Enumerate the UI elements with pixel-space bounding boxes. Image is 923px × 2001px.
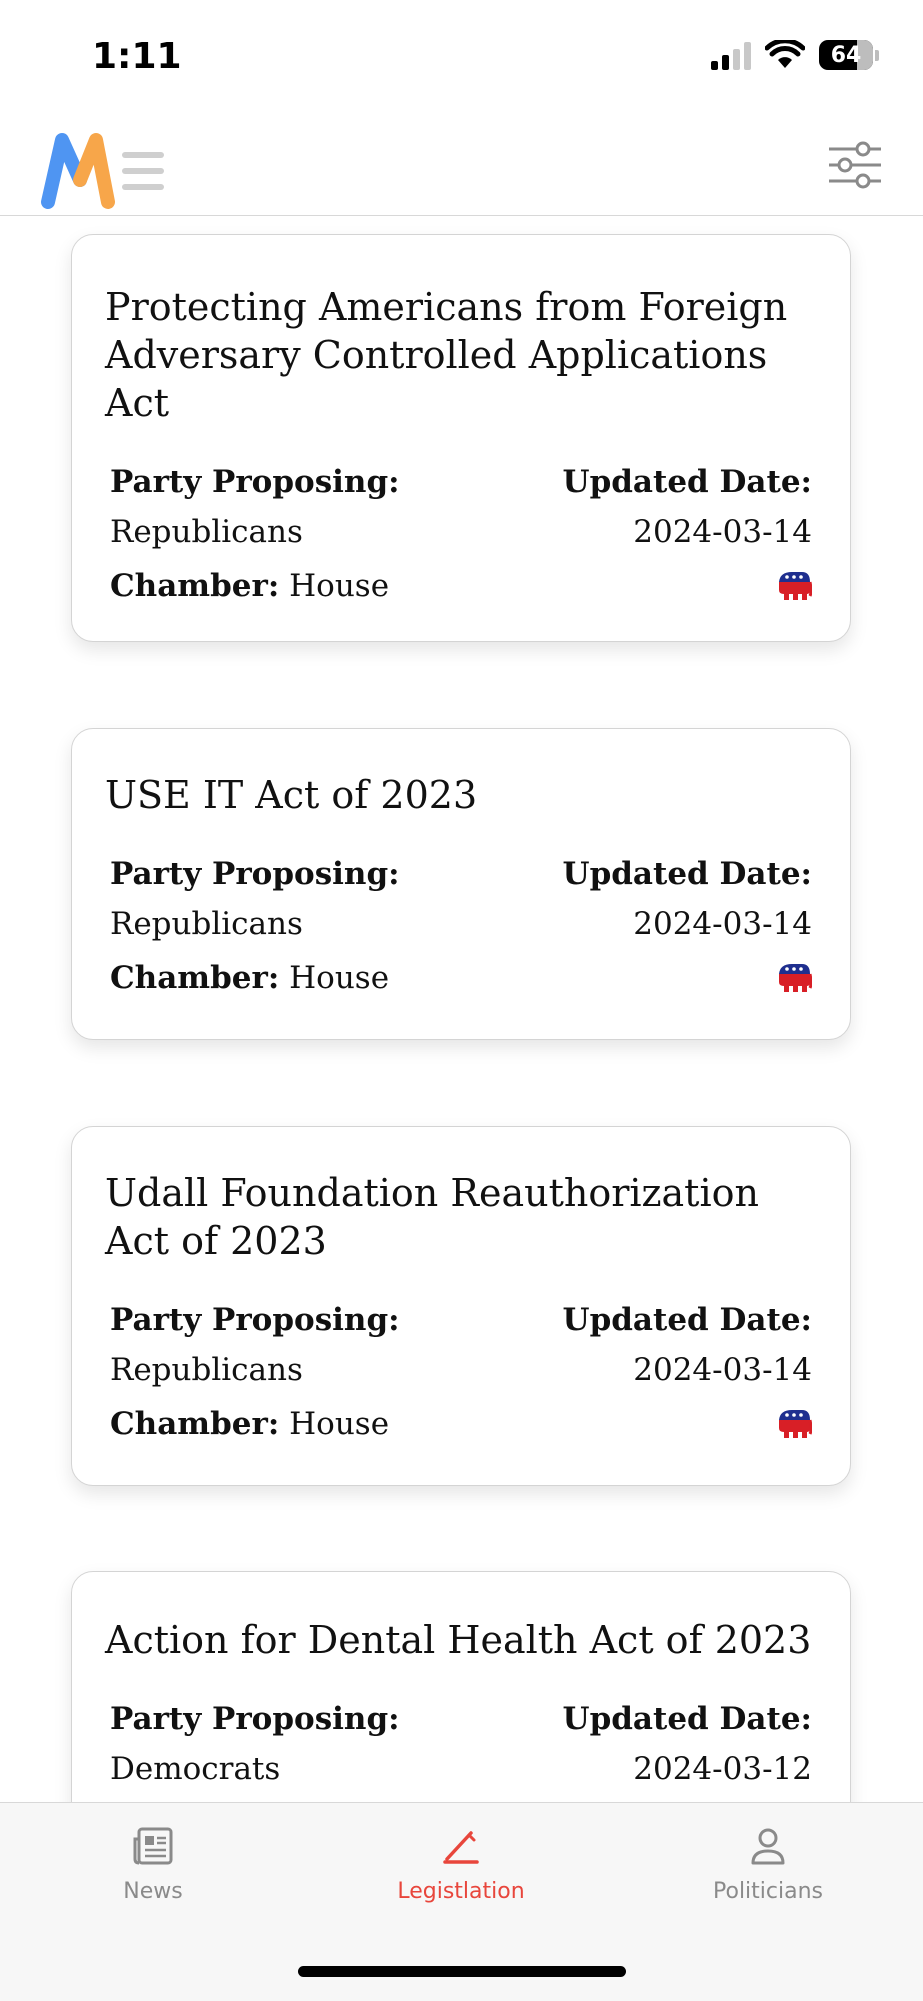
bill-title: USE IT Act of 2023: [105, 773, 478, 817]
bill-meta: [105, 1694, 812, 1794]
home-indicator: [298, 1966, 626, 1977]
bill-card[interactable]: [71, 234, 851, 642]
bill-title: Protecting Americans from Foreign Adversary Controlled Applications Act: [105, 285, 788, 425]
republican-elephant-icon: [774, 1408, 812, 1440]
party-value: Republicans: [110, 1352, 303, 1388]
battery-icon: [819, 40, 873, 70]
chamber-label: Chamber:: [110, 960, 280, 996]
person-icon: [748, 1827, 788, 1865]
pen-icon: [441, 1827, 481, 1865]
tab-legislation[interactable]: [361, 1827, 561, 1904]
bill-title: Udall Foundation Reauthorization Act of 2023: [105, 1171, 759, 1263]
updated-date-value: 2024-03-14: [633, 906, 812, 942]
chamber-label: Chamber:: [110, 1406, 280, 1442]
updated-label: Updated Date:: [562, 1302, 812, 1338]
status-icons: [711, 40, 879, 70]
chamber-value: House: [289, 1406, 390, 1442]
bill-title: Action for Dental Health Act of 2023: [105, 1618, 812, 1662]
sliders-filter-icon[interactable]: [827, 140, 883, 190]
chamber-value: House: [289, 960, 390, 996]
updated-label: Updated Date:: [562, 464, 812, 500]
legislation-list[interactable]: [0, 216, 923, 1802]
tab-politicians[interactable]: [668, 1827, 868, 1904]
party-value: Democrats: [110, 1751, 281, 1787]
bill-card[interactable]: [71, 728, 851, 1040]
chamber-value: House: [289, 568, 390, 604]
updated-date-value: 2024-03-14: [633, 1352, 812, 1388]
chamber-label: Chamber:: [110, 568, 280, 604]
party-label: Party Proposing:: [110, 1302, 400, 1338]
cellular-signal-icon: [711, 40, 751, 70]
republican-elephant-icon: [774, 570, 812, 602]
party-label: Party Proposing:: [110, 856, 400, 892]
status-time: 1:11: [92, 36, 182, 77]
party-value: Republicans: [110, 906, 303, 942]
party-label: Party Proposing:: [110, 464, 400, 500]
updated-label: Updated Date:: [562, 856, 812, 892]
bill-card[interactable]: [71, 1571, 851, 1802]
tab-label: News: [123, 1879, 183, 1904]
bill-card[interactable]: [71, 1126, 851, 1486]
bill-meta: [105, 849, 812, 1003]
tab-news[interactable]: [53, 1827, 253, 1904]
updated-label: Updated Date:: [562, 1701, 812, 1737]
party-value: Republicans: [110, 514, 303, 550]
party-label: Party Proposing:: [110, 1701, 400, 1737]
app-logo-menu-button[interactable]: [40, 130, 170, 210]
battery-tip: [875, 50, 879, 61]
battery-level: 64: [830, 42, 862, 68]
updated-date-value: 2024-03-14: [633, 514, 812, 550]
tab-label: Politicians: [713, 1879, 823, 1904]
wifi-icon: [765, 40, 805, 70]
newspaper-icon: [133, 1827, 173, 1865]
app-header: [0, 110, 923, 216]
bill-meta: [105, 1295, 812, 1449]
bill-meta: [105, 457, 812, 611]
republican-elephant-icon: [774, 962, 812, 994]
tab-label: Legistlation: [397, 1879, 525, 1904]
updated-date-value: 2024-03-12: [633, 1751, 812, 1787]
hamburger-icon: [122, 152, 164, 190]
status-bar: [0, 0, 923, 110]
